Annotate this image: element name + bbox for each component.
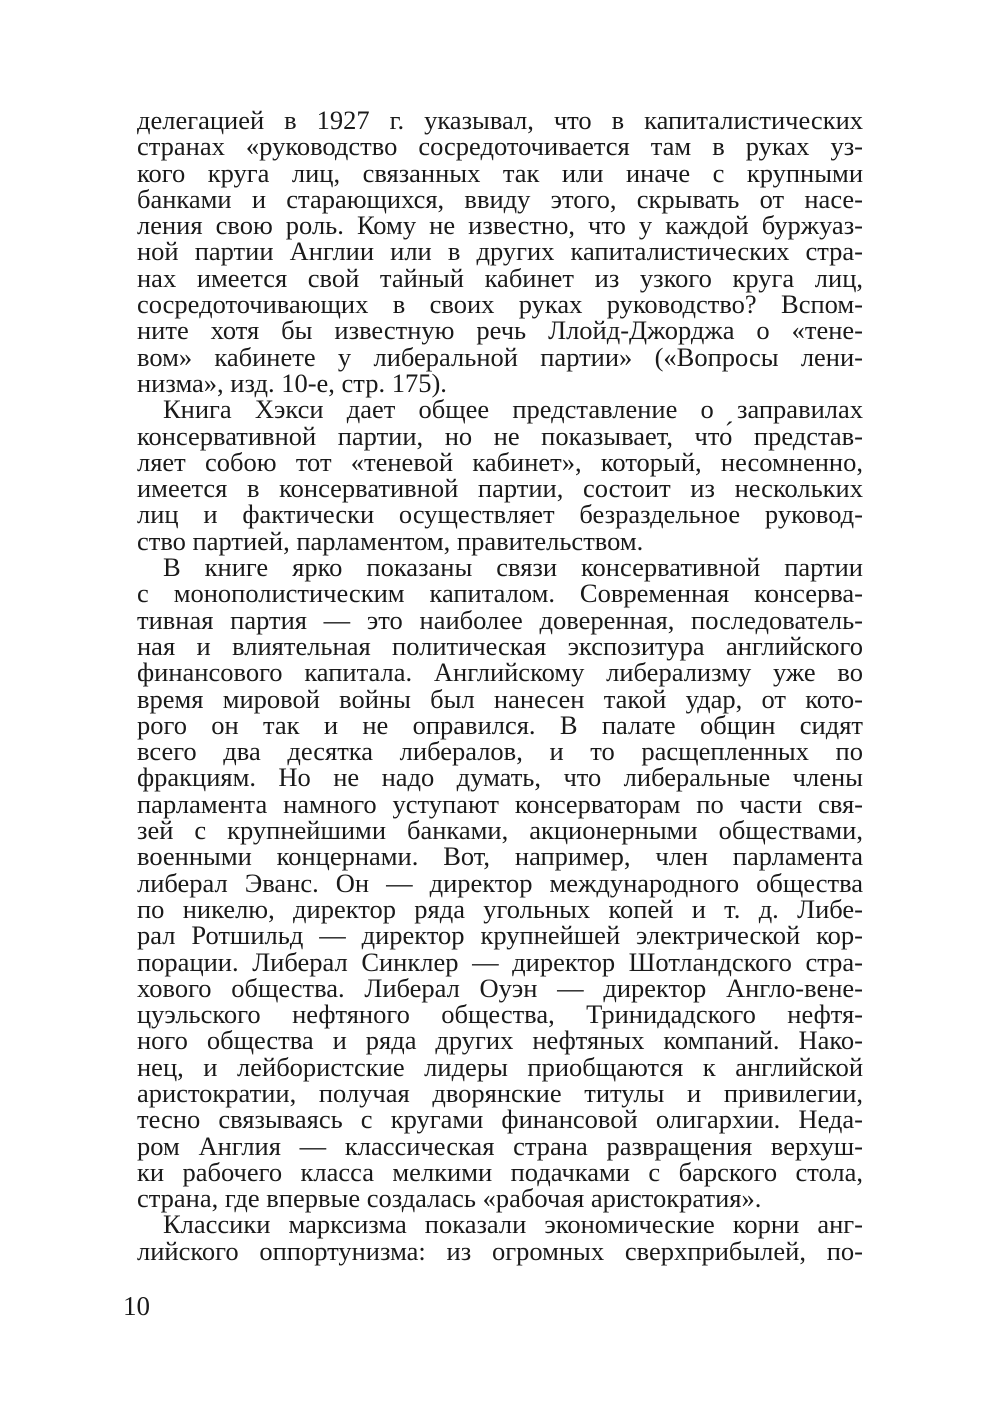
text-line: сосредоточивающих в своих руках руководство? Вспом- (137, 289, 863, 320)
text-line: ной партии Англии или в других капиталистических стра- (137, 236, 863, 267)
text-line: кого круга лиц, связанных так или иначе с крупными (137, 157, 863, 188)
text-line: порации. Либерал Синклер — директор Шотландского стра- (137, 946, 863, 977)
text-line: ром Англия — классическая страна развращения верхуш- (137, 1130, 863, 1161)
text-line: аристократии, получая дворянские титулы и привилегии, (137, 1077, 863, 1108)
text-line: Классики марксизма показали экономические корни анг- (163, 1209, 863, 1240)
text-line: военными концернами. Вот, например, член парламента (137, 841, 863, 872)
paragraph-4 (137, 1211, 863, 1264)
text-line: низма», изд. 10-е, стр. 175). (137, 367, 447, 398)
text-line: ните хотя бы известную речь Ллойд-Джорджа о «тене- (137, 315, 863, 346)
text-line: ления свою роль. Кому не известно, что у каждой буржуаз- (137, 210, 863, 241)
text-line: имеется в консервативной партии, состоит из нескольких (137, 473, 863, 504)
text-line: цуэльского нефтяного общества, Тринидадского нефтя- (137, 999, 863, 1030)
text-line: лиц и фактически осуществляет безраздельное руковод- (137, 499, 863, 530)
paragraph-1 (137, 107, 863, 396)
text-line: ная и влиятельная политическая экспозитура английского (137, 630, 863, 661)
text-line: Книга Хэкси дает общее представление о заправилах (163, 394, 863, 425)
text-line: В книге ярко показаны связи консервативной партии (163, 552, 863, 583)
text-line: делегацией в 1927 г. указывал, что в капиталистических (137, 105, 863, 135)
text-line: всего два десятка либералов, и то расщепленных по (137, 736, 863, 767)
text-line: ляет собою тот «теневой кабинет», который, несомненно, (137, 446, 863, 477)
text-line: консервативной партии, но не показывает, что́ представ- (137, 420, 863, 451)
text-line: парламента намного уступают консерваторам по части свя- (137, 788, 863, 819)
text-line: по никелю, директор ряда угольных копей и т. д. Либе- (137, 893, 863, 924)
text-line: ного общества и ряда других нефтяных компаний. Нако- (137, 1025, 863, 1056)
text-line: хового общества. Либерал Оуэн — директор Англо-вене- (137, 972, 863, 1003)
text-line: нах имеется свой тайный кабинет из узкого круга лиц, (137, 262, 863, 293)
text-line: вом» кабинете у либеральной партии» («Вопросы лени- (137, 341, 863, 372)
text-line: рал Ротшильд — директор крупнейшей электрической кор- (137, 920, 863, 951)
text-line: нец, и лейбористские лидеры приобщаются к английской (137, 1051, 863, 1082)
text-line: ки рабочего класса мелкими подачками с барского стола, (137, 1156, 863, 1187)
text-line: ство партией, парламентом, правительством. (137, 525, 644, 556)
paragraph-2 (137, 396, 863, 554)
text-line: с монополистическим капиталом. Современная консерва- (137, 578, 863, 609)
page-number: 10 (123, 1291, 150, 1321)
text-line: зей с крупнейшими банками, акционерными обществами, (137, 815, 863, 846)
text-line: время мировой войны был нанесен такой удар, от кото- (137, 683, 863, 714)
text-line: либерал Эванс. Он — директор международного общества (137, 867, 863, 898)
text-line: тесно связываясь с кругами финансовой олигархии. Неда- (137, 1104, 863, 1135)
text-line: фракциям. Но не надо думать, что либеральные члены (137, 762, 863, 793)
text-line: лийского оппортунизма: из огромных сверхприбылей, по- (137, 1235, 863, 1266)
text-line: финансового капитала. Английскому либерализму уже во (137, 657, 863, 688)
text-line: тивная партия — это наиболее доверенная, последователь- (137, 604, 863, 635)
text-line: странах «руководство сосредоточивается там в руках уз- (137, 131, 863, 162)
text-line: рого он так и не оправился. В палате общин сидят (137, 709, 863, 740)
text-line: банками и старающихся, ввиду этого, скрывать от насе- (137, 183, 863, 214)
text-line: страна, где впервые создалась «рабочая аристократия». (137, 1183, 762, 1214)
body-text (137, 107, 863, 1264)
paragraph-3 (137, 552, 863, 1214)
